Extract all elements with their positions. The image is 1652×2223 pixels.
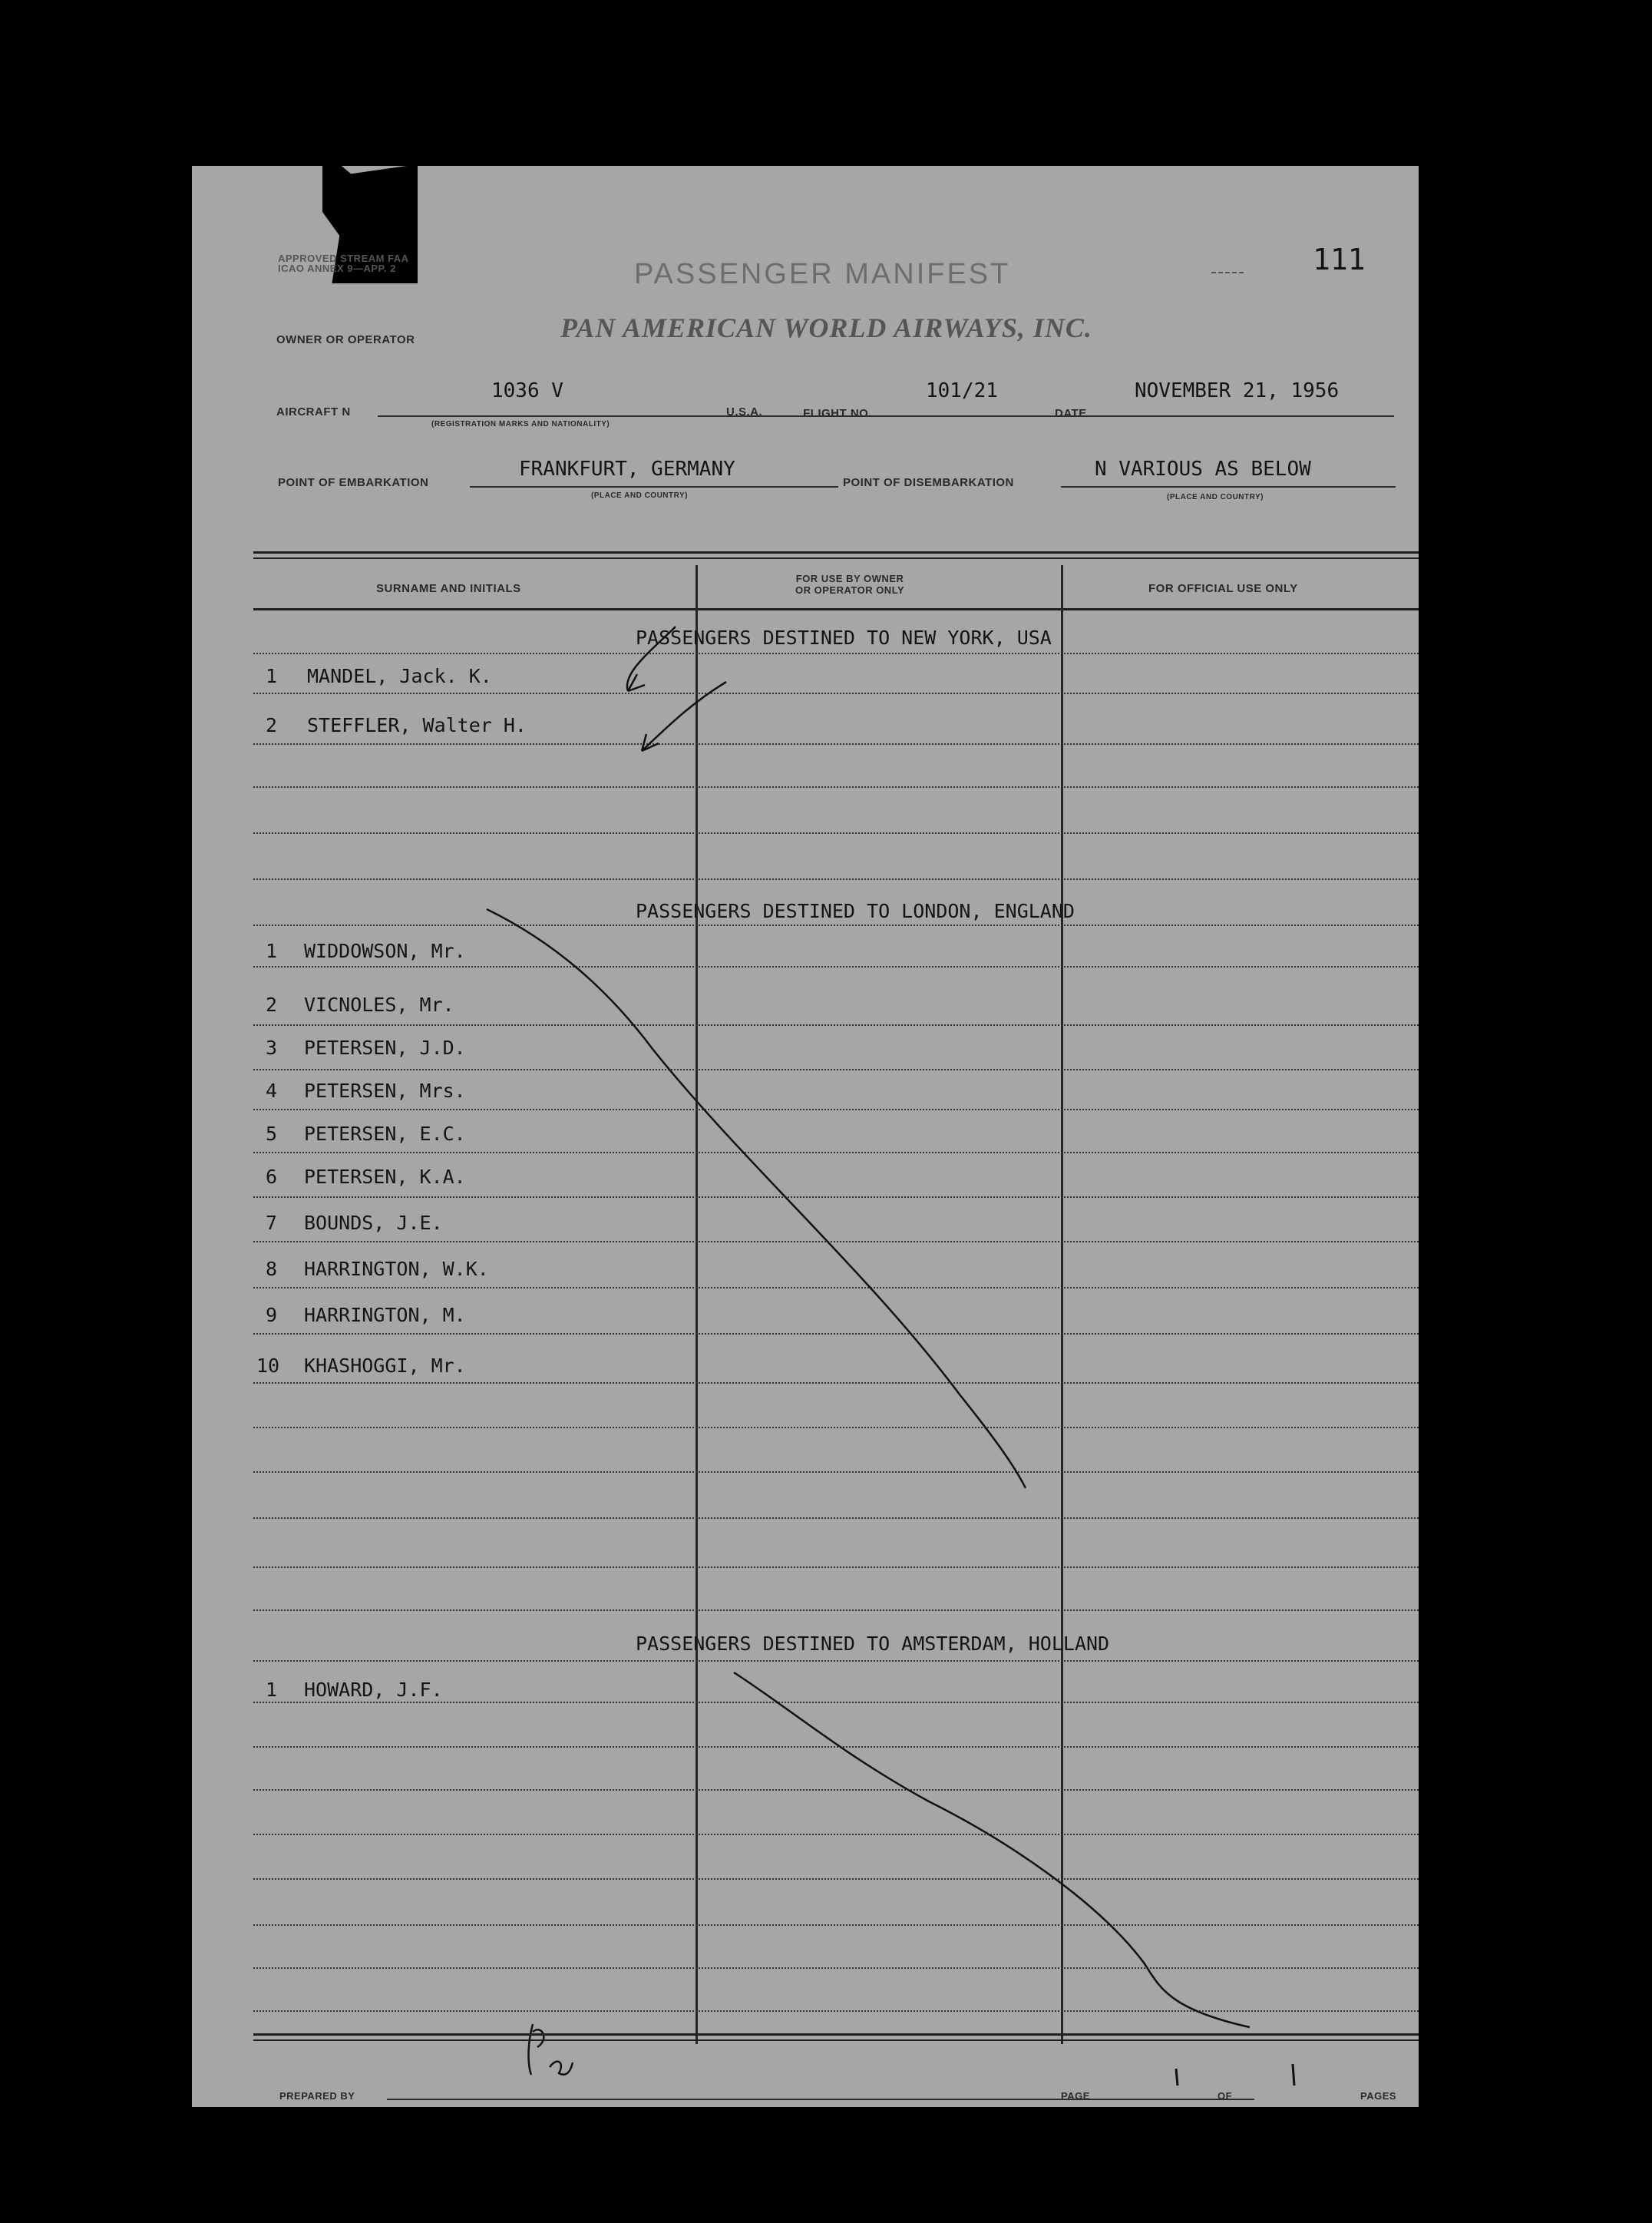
manifest-sheet [192,166,1419,2107]
passenger-number: 3 [266,1037,278,1059]
passenger-number: 1 [266,940,278,962]
passenger-number: 1 [266,1679,278,1701]
passenger-name: BOUNDS, J.E. [304,1212,443,1234]
passenger-name: PETERSEN, K.A. [304,1166,466,1188]
total-pages-value [1290,2067,1304,2094]
page-tally-marks [1176,2064,1294,2086]
strike-line-amsterdam [734,1672,1250,2027]
handwritten-marks [192,166,1419,2107]
doc-number: 111 [1313,243,1366,276]
passenger-name: PETERSEN, E.C. [304,1123,466,1145]
passenger-name: WIDDOWSON, Mr. [304,940,466,962]
passenger-name: VICNOLES, Mr. [304,994,454,1016]
page-label: PAGE [1061,2090,1090,2102]
passenger-number: 5 [266,1123,278,1145]
passenger-name: HARRINGTON, W.K. [304,1258,489,1280]
embarkation-note: (PLACE AND COUNTRY) [591,491,688,500]
page-value [1173,2069,1188,2096]
disembarkation-value: N VARIOUS AS BELOW [1095,458,1311,481]
column-header-official: FOR OFFICIAL USE ONLY [1148,582,1298,595]
column-header-owner: FOR USE BY OWNER OR OPERATOR ONLY [795,573,905,596]
section-heading-new-york: PASSENGERS DESTINED TO NEW YORK, USA [636,627,1052,649]
prepared-by-initials [529,2024,573,2075]
passenger-number: 9 [266,1304,278,1326]
passenger-name: PETERSEN, J.D. [304,1037,466,1059]
strike-line-london [487,909,1026,1488]
passenger-number: 10 [256,1355,280,1377]
passenger-name: HOWARD, J.F. [304,1679,443,1701]
date-label: DATE [1055,407,1087,420]
passenger-name: PETERSEN, Mrs. [304,1080,466,1102]
embarkation-value: FRANKFURT, GERMANY [519,458,735,481]
checkmark-1 [627,627,676,691]
passenger-number: 6 [266,1166,278,1188]
section-heading-london: PASSENGERS DESTINED TO LONDON, ENGLAND [636,900,1075,922]
passenger-name: STEFFLER, Walter H. [307,714,527,736]
passenger-name: KHASHOGGI, Mr. [304,1355,466,1377]
passenger-number: 4 [266,1080,278,1102]
prepared-by-value [622,2070,657,2097]
company-name: PAN AMERICAN WORLD AIRWAYS, INC. [560,313,1092,343]
passenger-number: 2 [266,714,278,736]
aircraft-value: 1036 V [491,379,563,402]
of-label: OF [1218,2090,1233,2102]
passenger-number: 1 [266,665,278,687]
flight-value: 101/21 [926,379,998,402]
passenger-name: MANDEL, Jack. K. [307,665,492,687]
owner-label: OWNER OR OPERATOR [276,333,415,346]
disembarkation-note: (PLACE AND COUNTRY) [1167,493,1264,501]
passenger-number: 2 [266,994,278,1016]
passenger-name: HARRINGTON, M. [304,1304,466,1326]
aircraft-label: AIRCRAFT N [276,405,351,418]
disembarkation-label: POINT OF DISEMBARKATION [843,476,1014,489]
embarkation-label: POINT OF EMBARKATION [278,476,429,489]
registration-note: (REGISTRATION MARKS AND NATIONALITY) [431,420,610,428]
column-header-name: SURNAME AND INITIALS [376,582,521,595]
section-heading-amsterdam: PASSENGERS DESTINED TO AMSTERDAM, HOLLAND [636,1633,1110,1655]
prepared-by-label: PREPARED BY [279,2090,355,2102]
passenger-number: 7 [266,1212,278,1234]
usa-label: U.S.A. [726,405,763,418]
date-value: NOVEMBER 21, 1956 [1135,379,1340,402]
flight-label: FLIGHT NO. [803,407,872,420]
checkmark-2 [642,682,726,751]
page-title: PASSENGER MANIFEST [634,258,1011,290]
passenger-number: 8 [266,1258,278,1280]
pages-label: PAGES [1360,2090,1397,2102]
approval-stamp: APPROVED STREAM FAA ICAO ANNEX 9—APP. 2 [278,253,409,274]
